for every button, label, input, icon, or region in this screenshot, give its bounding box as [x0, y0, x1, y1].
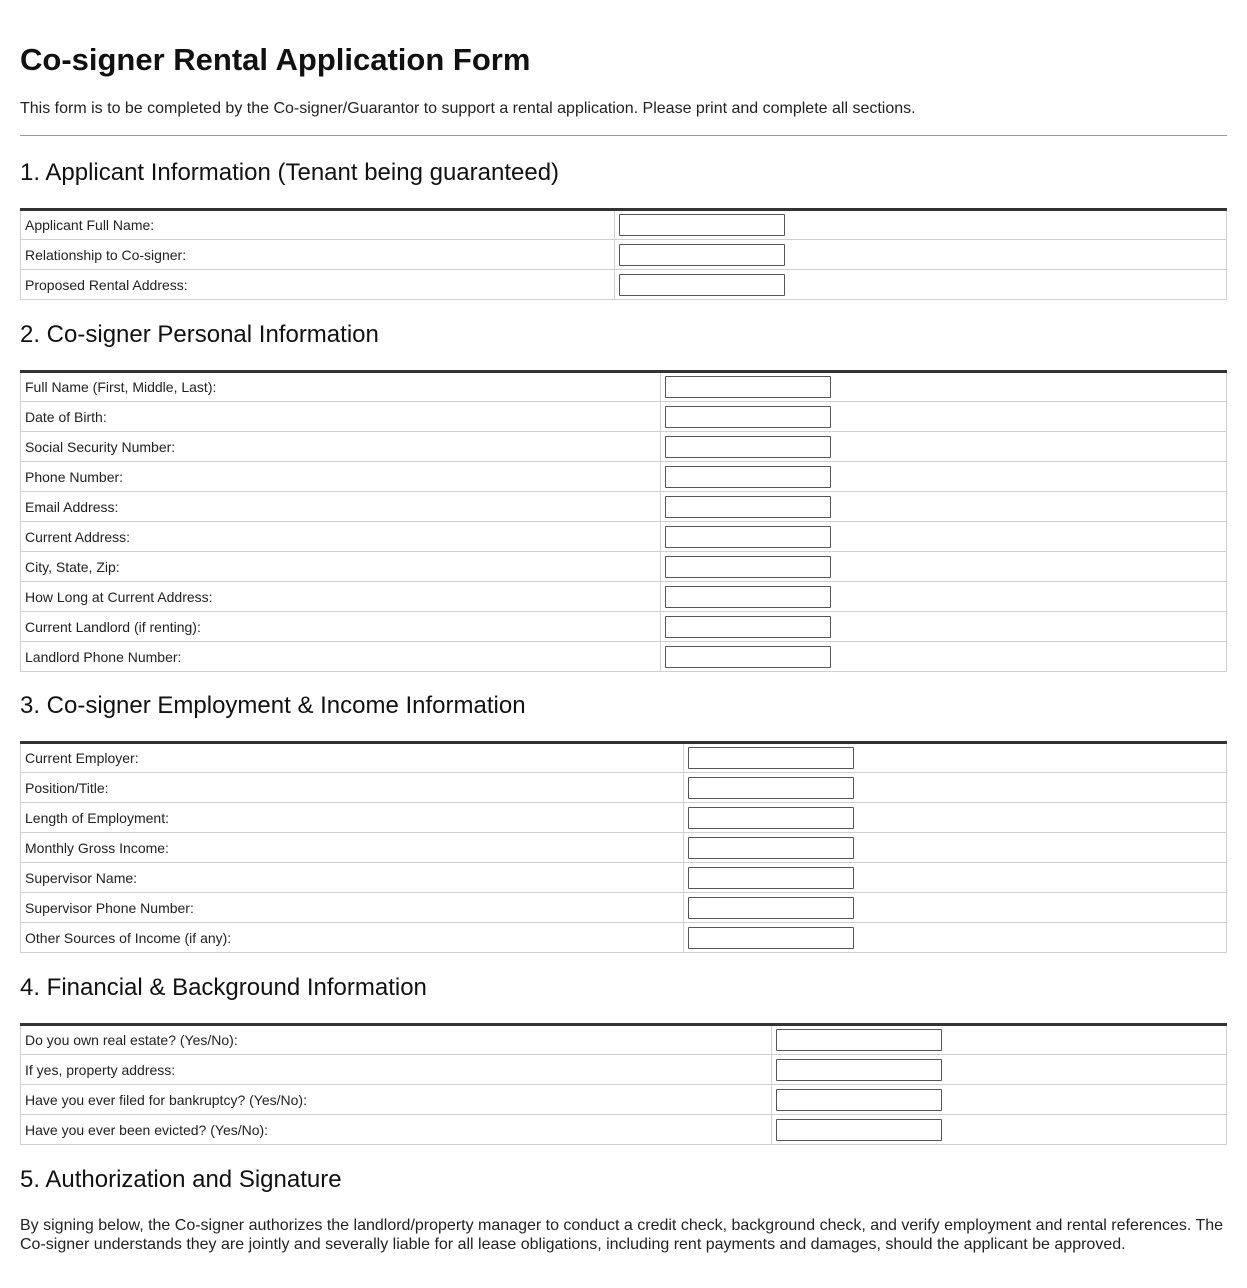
table-row [21, 893, 1227, 923]
position-title-input[interactable] [688, 777, 854, 799]
supervisor-name-input[interactable] [688, 867, 854, 889]
field-label: Social Security Number: [21, 432, 661, 462]
field-label: Have you ever filed for bankruptcy? (Yes/No): [21, 1085, 772, 1115]
evicted-input[interactable] [776, 1119, 942, 1141]
cosigner-personal-table [20, 370, 1227, 672]
section-heading: 2. Co-signer Personal Information [20, 321, 379, 348]
table-row [21, 240, 1227, 270]
table-row [21, 522, 1227, 552]
table-row [21, 402, 1227, 432]
financial-background-table [20, 1023, 1227, 1145]
field-label: Other Sources of Income (if any): [21, 923, 684, 953]
field-label: Have you ever been evicted? (Yes/No): [21, 1115, 772, 1145]
table-row [21, 1115, 1227, 1145]
time-at-address-input[interactable] [665, 586, 831, 608]
authorization-text: By signing below, the Co-signer authorizes the landlord/property manager to conduct a credit check, background check, and verify employment and rental references. The Co-signer understands they are jointly and severally liable for all lease obligations, including rent payments and damages, should the applicant be approved. [20, 1217, 1224, 1253]
current-landlord-input[interactable] [665, 616, 831, 638]
field-label: Proposed Rental Address: [21, 270, 615, 300]
property-address-input[interactable] [776, 1059, 942, 1081]
proposed-rental-address-input[interactable] [619, 274, 785, 296]
applicant-full-name-input[interactable] [619, 214, 785, 236]
field-label: Email Address: [21, 492, 661, 522]
table-row [21, 1055, 1227, 1085]
divider [20, 135, 1227, 136]
section-heading: 3. Co-signer Employment & Income Information [20, 692, 526, 719]
table-row [21, 833, 1227, 863]
field-label: Supervisor Phone Number: [21, 893, 684, 923]
table-row [21, 612, 1227, 642]
date-of-birth-input[interactable] [665, 406, 831, 428]
field-label: Length of Employment: [21, 803, 684, 833]
field-label: Phone Number: [21, 462, 661, 492]
table-row [21, 492, 1227, 522]
field-label: Do you own real estate? (Yes/No): [21, 1025, 772, 1055]
email-input[interactable] [665, 496, 831, 518]
field-label: Relationship to Co-signer: [21, 240, 615, 270]
length-of-employment-input[interactable] [688, 807, 854, 829]
table-row [21, 863, 1227, 893]
city-state-zip-input[interactable] [665, 556, 831, 578]
field-label: Current Address: [21, 522, 661, 552]
section-heading: 5. Authorization and Signature [20, 1166, 342, 1193]
current-address-input[interactable] [665, 526, 831, 548]
current-employer-input[interactable] [688, 747, 854, 769]
intro-text: This form is to be completed by the Co-signer/Guarantor to support a rental application. Please print and complete all sections. [20, 100, 916, 117]
field-label: Applicant Full Name: [21, 210, 615, 240]
field-label: Supervisor Name: [21, 863, 684, 893]
bankruptcy-input[interactable] [776, 1089, 942, 1111]
landlord-phone-input[interactable] [665, 646, 831, 668]
monthly-income-input[interactable] [688, 837, 854, 859]
field-label: Monthly Gross Income: [21, 833, 684, 863]
table-row [21, 210, 1227, 240]
field-label: City, State, Zip: [21, 552, 661, 582]
table-row [21, 372, 1227, 402]
full-name-input[interactable] [665, 376, 831, 398]
table-row [21, 773, 1227, 803]
field-label: Landlord Phone Number: [21, 642, 661, 672]
table-row [21, 642, 1227, 672]
table-row [21, 803, 1227, 833]
section-heading: 4. Financial & Background Information [20, 974, 427, 1001]
field-label: Full Name (First, Middle, Last): [21, 372, 661, 402]
relationship-input[interactable] [619, 244, 785, 266]
field-label: Date of Birth: [21, 402, 661, 432]
table-row [21, 552, 1227, 582]
supervisor-phone-input[interactable] [688, 897, 854, 919]
field-label: Current Landlord (if renting): [21, 612, 661, 642]
ssn-input[interactable] [665, 436, 831, 458]
employment-income-table [20, 741, 1227, 953]
field-label: If yes, property address: [21, 1055, 772, 1085]
section-heading: 1. Applicant Information (Tenant being guaranteed) [20, 159, 560, 186]
applicant-info-table [20, 208, 1227, 300]
table-row [21, 1025, 1227, 1055]
table-row [21, 462, 1227, 492]
table-row [21, 582, 1227, 612]
own-real-estate-input[interactable] [776, 1029, 942, 1051]
other-income-input[interactable] [688, 927, 854, 949]
table-row [21, 432, 1227, 462]
field-label: Current Employer: [21, 743, 684, 773]
phone-input[interactable] [665, 466, 831, 488]
table-row [21, 923, 1227, 953]
table-row [21, 743, 1227, 773]
table-row [21, 270, 1227, 300]
page-title: Co-signer Rental Application Form [20, 42, 531, 77]
field-label: Position/Title: [21, 773, 684, 803]
field-label: How Long at Current Address: [21, 582, 661, 612]
table-row [21, 1085, 1227, 1115]
